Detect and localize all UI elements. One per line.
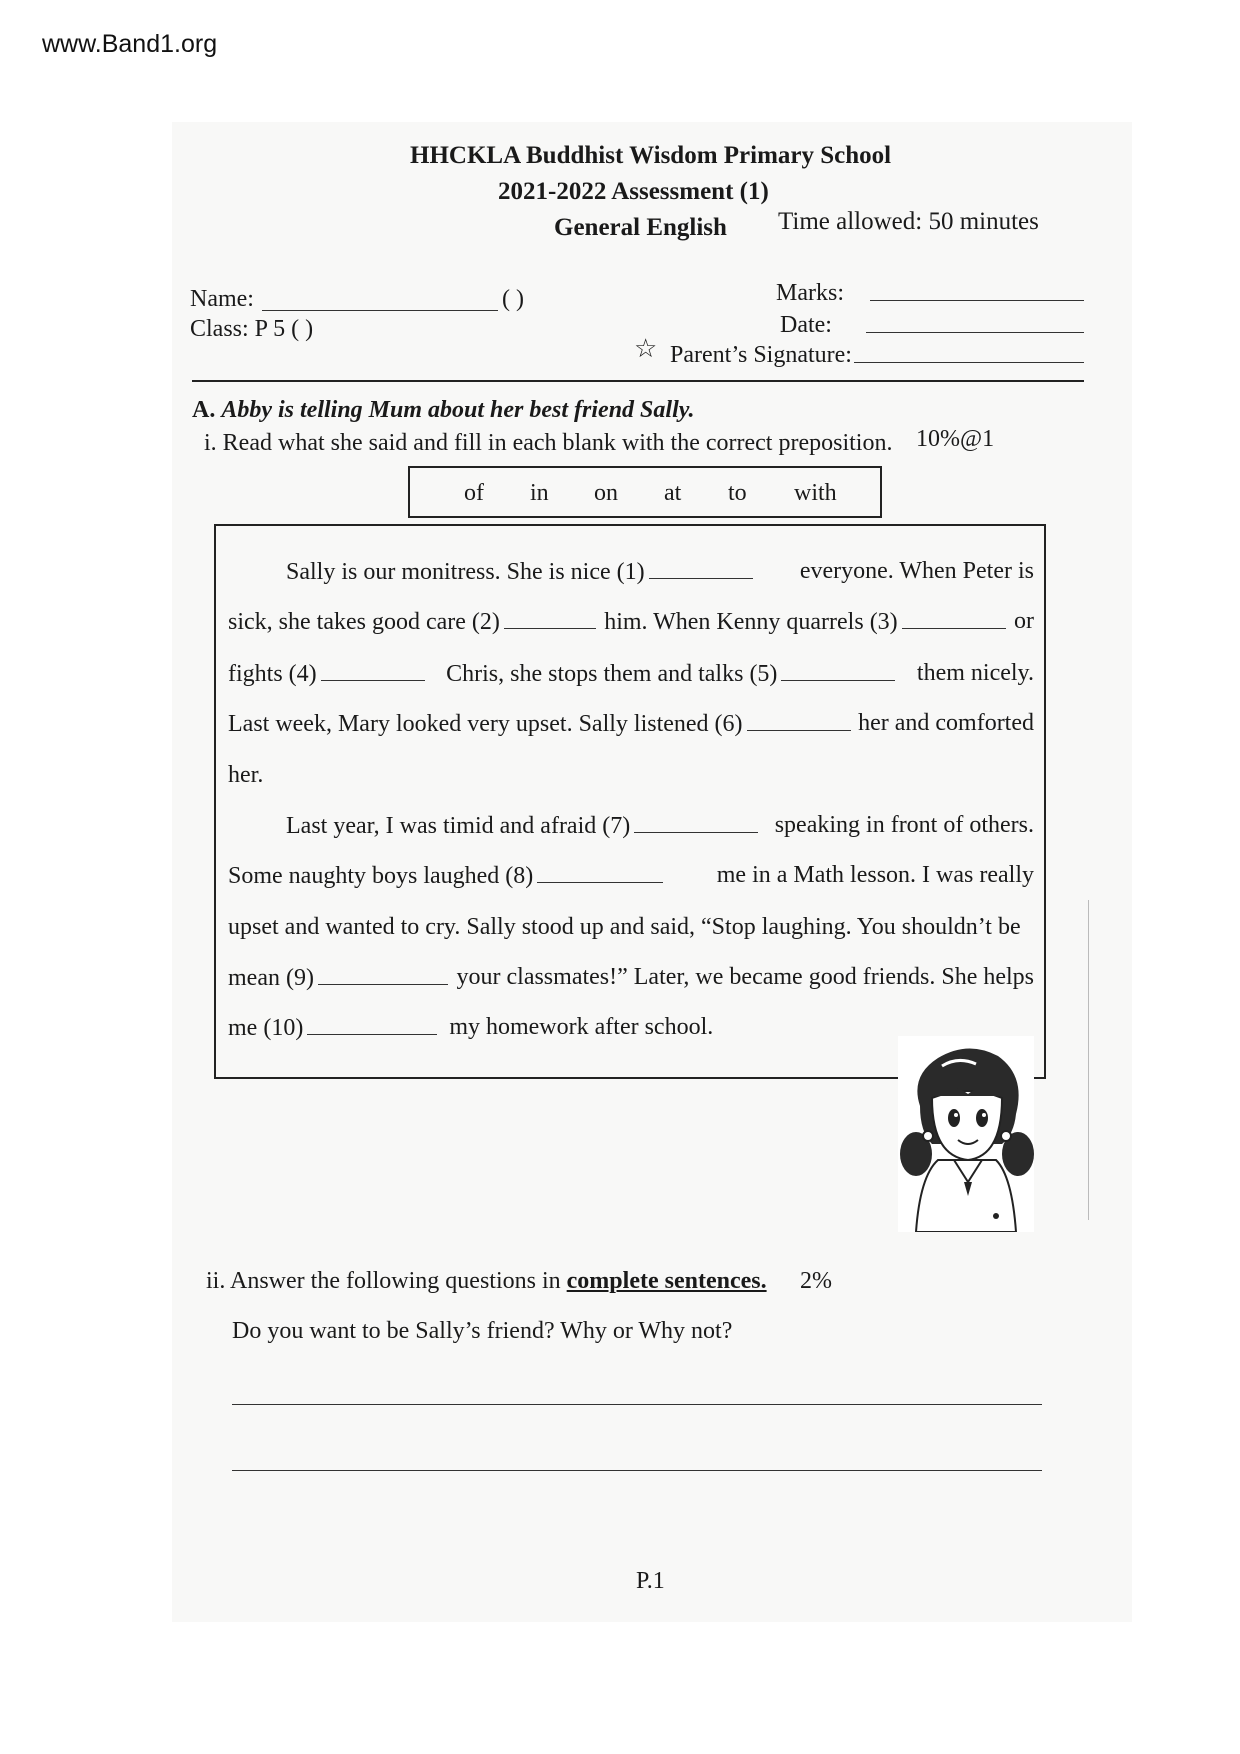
- word-bank-item: to: [728, 480, 747, 506]
- blank-8[interactable]: [537, 862, 663, 883]
- date-blank[interactable]: [866, 332, 1084, 333]
- part-ii-marks: 2%: [800, 1268, 832, 1294]
- school-name: HHCKLA Buddhist Wisdom Primary School: [410, 142, 892, 169]
- passage-line: [228, 964, 1034, 992]
- passage-line: [228, 812, 1034, 840]
- marks-blank[interactable]: [870, 300, 1084, 301]
- class-label: Class: P 5 ( ): [190, 316, 314, 342]
- blank-6[interactable]: [747, 710, 851, 731]
- passage-text: me (10): [228, 1015, 304, 1041]
- passage-text: sick, she takes good care (2): [228, 609, 500, 635]
- word-bank-item: in: [530, 480, 549, 506]
- part-i-instruction: i. Read what she said and fill in each blank with the correct preposition.: [204, 430, 893, 456]
- assessment-year: 2021-2022 Assessment (1): [498, 178, 769, 205]
- page-number: P.1: [636, 1568, 665, 1594]
- header-divider: [192, 380, 1084, 382]
- word-bank-item: on: [594, 480, 618, 506]
- girl-illustration: [898, 1036, 1034, 1232]
- passage-text: everyone. When Peter is: [799, 558, 1034, 584]
- passage-text: Some naughty boys laughed (8): [228, 863, 534, 889]
- star-icon: ☆: [634, 334, 658, 363]
- passage-line: [228, 710, 1034, 738]
- blank-9[interactable]: [318, 964, 448, 985]
- part-ii-prefix: ii. Answer the following questions in: [206, 1268, 561, 1294]
- section-a-heading: [192, 397, 695, 424]
- part-ii-emphasis: complete sentences.: [566, 1268, 767, 1294]
- subject-title: General English: [554, 214, 727, 241]
- blank-5[interactable]: [781, 660, 895, 681]
- passage-text: her.: [228, 762, 264, 788]
- passage-line: [228, 558, 1034, 586]
- watermark-url: www.Band1.org: [42, 30, 218, 58]
- passage-text: mean (9): [228, 965, 314, 991]
- name-blank[interactable]: [262, 310, 498, 311]
- answer-line-1[interactable]: [232, 1404, 1042, 1405]
- passage-text: her and comforted: [858, 710, 1034, 736]
- passage-text: them nicely.: [916, 660, 1034, 686]
- part-ii-instruction: [206, 1268, 767, 1295]
- passage-text: fights (4): [228, 661, 317, 687]
- name-label: Name:: [190, 286, 254, 312]
- blank-4[interactable]: [321, 660, 425, 681]
- passage-line: [228, 608, 1034, 636]
- time-allowed: Time allowed: 50 minutes: [778, 208, 1039, 235]
- date-label: Date:: [780, 312, 832, 338]
- blank-1[interactable]: [649, 558, 753, 579]
- passage-text: or: [1013, 608, 1034, 634]
- blank-2[interactable]: [504, 608, 596, 629]
- word-bank-item: at: [664, 480, 682, 506]
- question-text: Do you want to be Sally’s friend? Why or Why not?: [232, 1318, 733, 1344]
- passage-text: Sally is our monitress. She is nice (1): [286, 559, 645, 585]
- blank-7[interactable]: [634, 812, 758, 833]
- passage-text: Last week, Mary looked very upset. Sally listened (6): [228, 711, 743, 737]
- passage-line: [228, 762, 1034, 789]
- signature-blank[interactable]: [854, 362, 1084, 363]
- word-bank-item: of: [464, 480, 484, 506]
- passage-line: [228, 914, 1034, 941]
- passage-text: my homework after school.: [449, 1014, 714, 1040]
- section-letter: A.: [192, 397, 216, 423]
- passage-text: him. When Kenny quarrels (3): [604, 609, 898, 635]
- passage-text: Last year, I was timid and afraid (7): [286, 813, 631, 839]
- passage-line: [228, 862, 1034, 890]
- scan-edge-line: [1088, 900, 1089, 1220]
- word-bank: [408, 466, 882, 518]
- passage-text: speaking in front of others.: [774, 812, 1034, 838]
- word-bank-item: with: [794, 480, 837, 506]
- part-i-marks: 10%@1: [916, 426, 995, 452]
- blank-3[interactable]: [902, 608, 1006, 629]
- passage-text: Chris, she stops them and talks (5): [446, 661, 778, 687]
- marks-label: Marks:: [776, 280, 844, 306]
- passage-line: [228, 660, 1034, 688]
- passage-text: your classmates!” Later, we became good friends. She helps: [456, 964, 1034, 990]
- passage-text: me in a Math lesson. I was really: [716, 862, 1034, 888]
- parent-signature-label: Parent’s Signature:: [670, 342, 852, 368]
- passage-text: upset and wanted to cry. Sally stood up and said, “Stop laughing. You shouldn’t be: [228, 914, 1021, 940]
- answer-line-2[interactable]: [232, 1470, 1042, 1471]
- class-number-paren: ( ): [502, 286, 524, 312]
- blank-10[interactable]: [307, 1014, 437, 1035]
- section-a-title: Abby is telling Mum about her best friend Sally.: [221, 397, 695, 423]
